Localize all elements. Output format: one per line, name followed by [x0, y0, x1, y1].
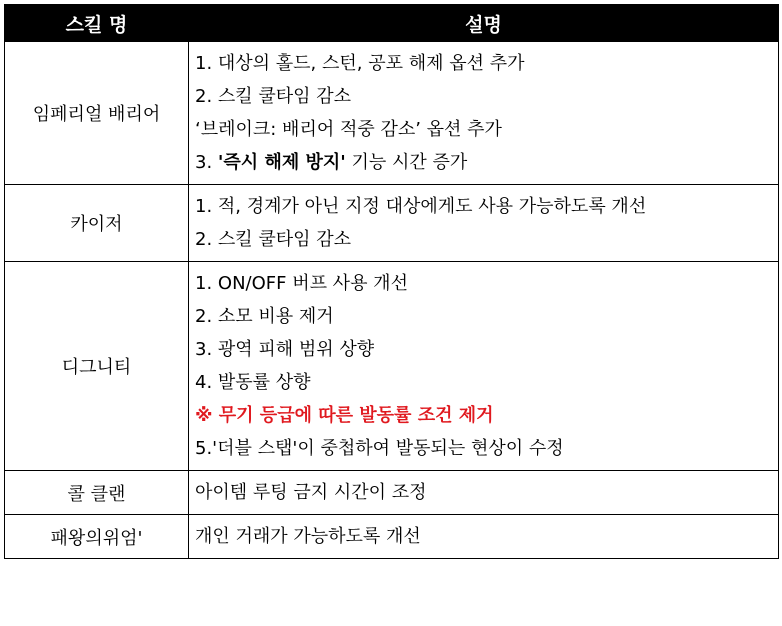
bold-term: '즉시 해제 방지' [217, 152, 346, 173]
skill-description [189, 471, 779, 515]
table-row [5, 42, 779, 185]
description-line [195, 146, 772, 179]
description-line: 4. 발동률 상향 [195, 372, 311, 393]
skill-name: 콜 클랜 [5, 471, 189, 515]
header-skill-name: 스킬 명 [5, 5, 189, 42]
skill-name: 임페리얼 배리어 [5, 42, 189, 185]
line-suffix: 기능 시간 증가 [345, 152, 468, 173]
skill-name: 카이저 [5, 185, 189, 262]
description-line: 2. 소모 비용 제거 [195, 306, 334, 327]
description-line: 아이템 루팅 금지 시간이 조정 [195, 482, 427, 503]
skill-name: 패왕의위엄' [5, 515, 189, 559]
header-description: 설명 [189, 5, 779, 42]
table-row [5, 185, 779, 262]
skill-description [189, 185, 779, 262]
skill-description [189, 262, 779, 471]
description-line: 2. 스킬 쿨타임 감소 [195, 86, 352, 107]
description-line: ‘브레이크: 배리어 적중 감소’ 옵션 추가 [195, 119, 502, 140]
description-line: 1. 적, 경계가 아닌 지정 대상에게도 사용 가능하도록 개선 [195, 196, 647, 217]
table-row [5, 262, 779, 471]
description-line: 5.'더블 스탭'이 중첩하여 발동되는 현상이 수정 [195, 438, 564, 459]
description-line: 2. 스킬 쿨타임 감소 [195, 229, 352, 250]
skill-description [189, 42, 779, 185]
table-row [5, 515, 779, 559]
line-prefix: 3. [195, 152, 218, 173]
description-line: 개인 거래가 가능하도록 개선 [195, 526, 421, 547]
header-row [5, 5, 779, 42]
description-line: 1. ON/OFF 버프 사용 개선 [195, 273, 408, 294]
description-line: 1. 대상의 홀드, 스턴, 공포 해제 옵션 추가 [195, 53, 525, 74]
description-line: 3. 광역 피해 범위 상향 [195, 339, 375, 360]
table-row [5, 471, 779, 515]
skill-description [189, 515, 779, 559]
highlight-note: ※ 무기 등급에 따른 발동률 조건 제거 [195, 405, 494, 426]
skill-name: 디그니티 [5, 262, 189, 471]
skill-change-table [4, 4, 779, 559]
